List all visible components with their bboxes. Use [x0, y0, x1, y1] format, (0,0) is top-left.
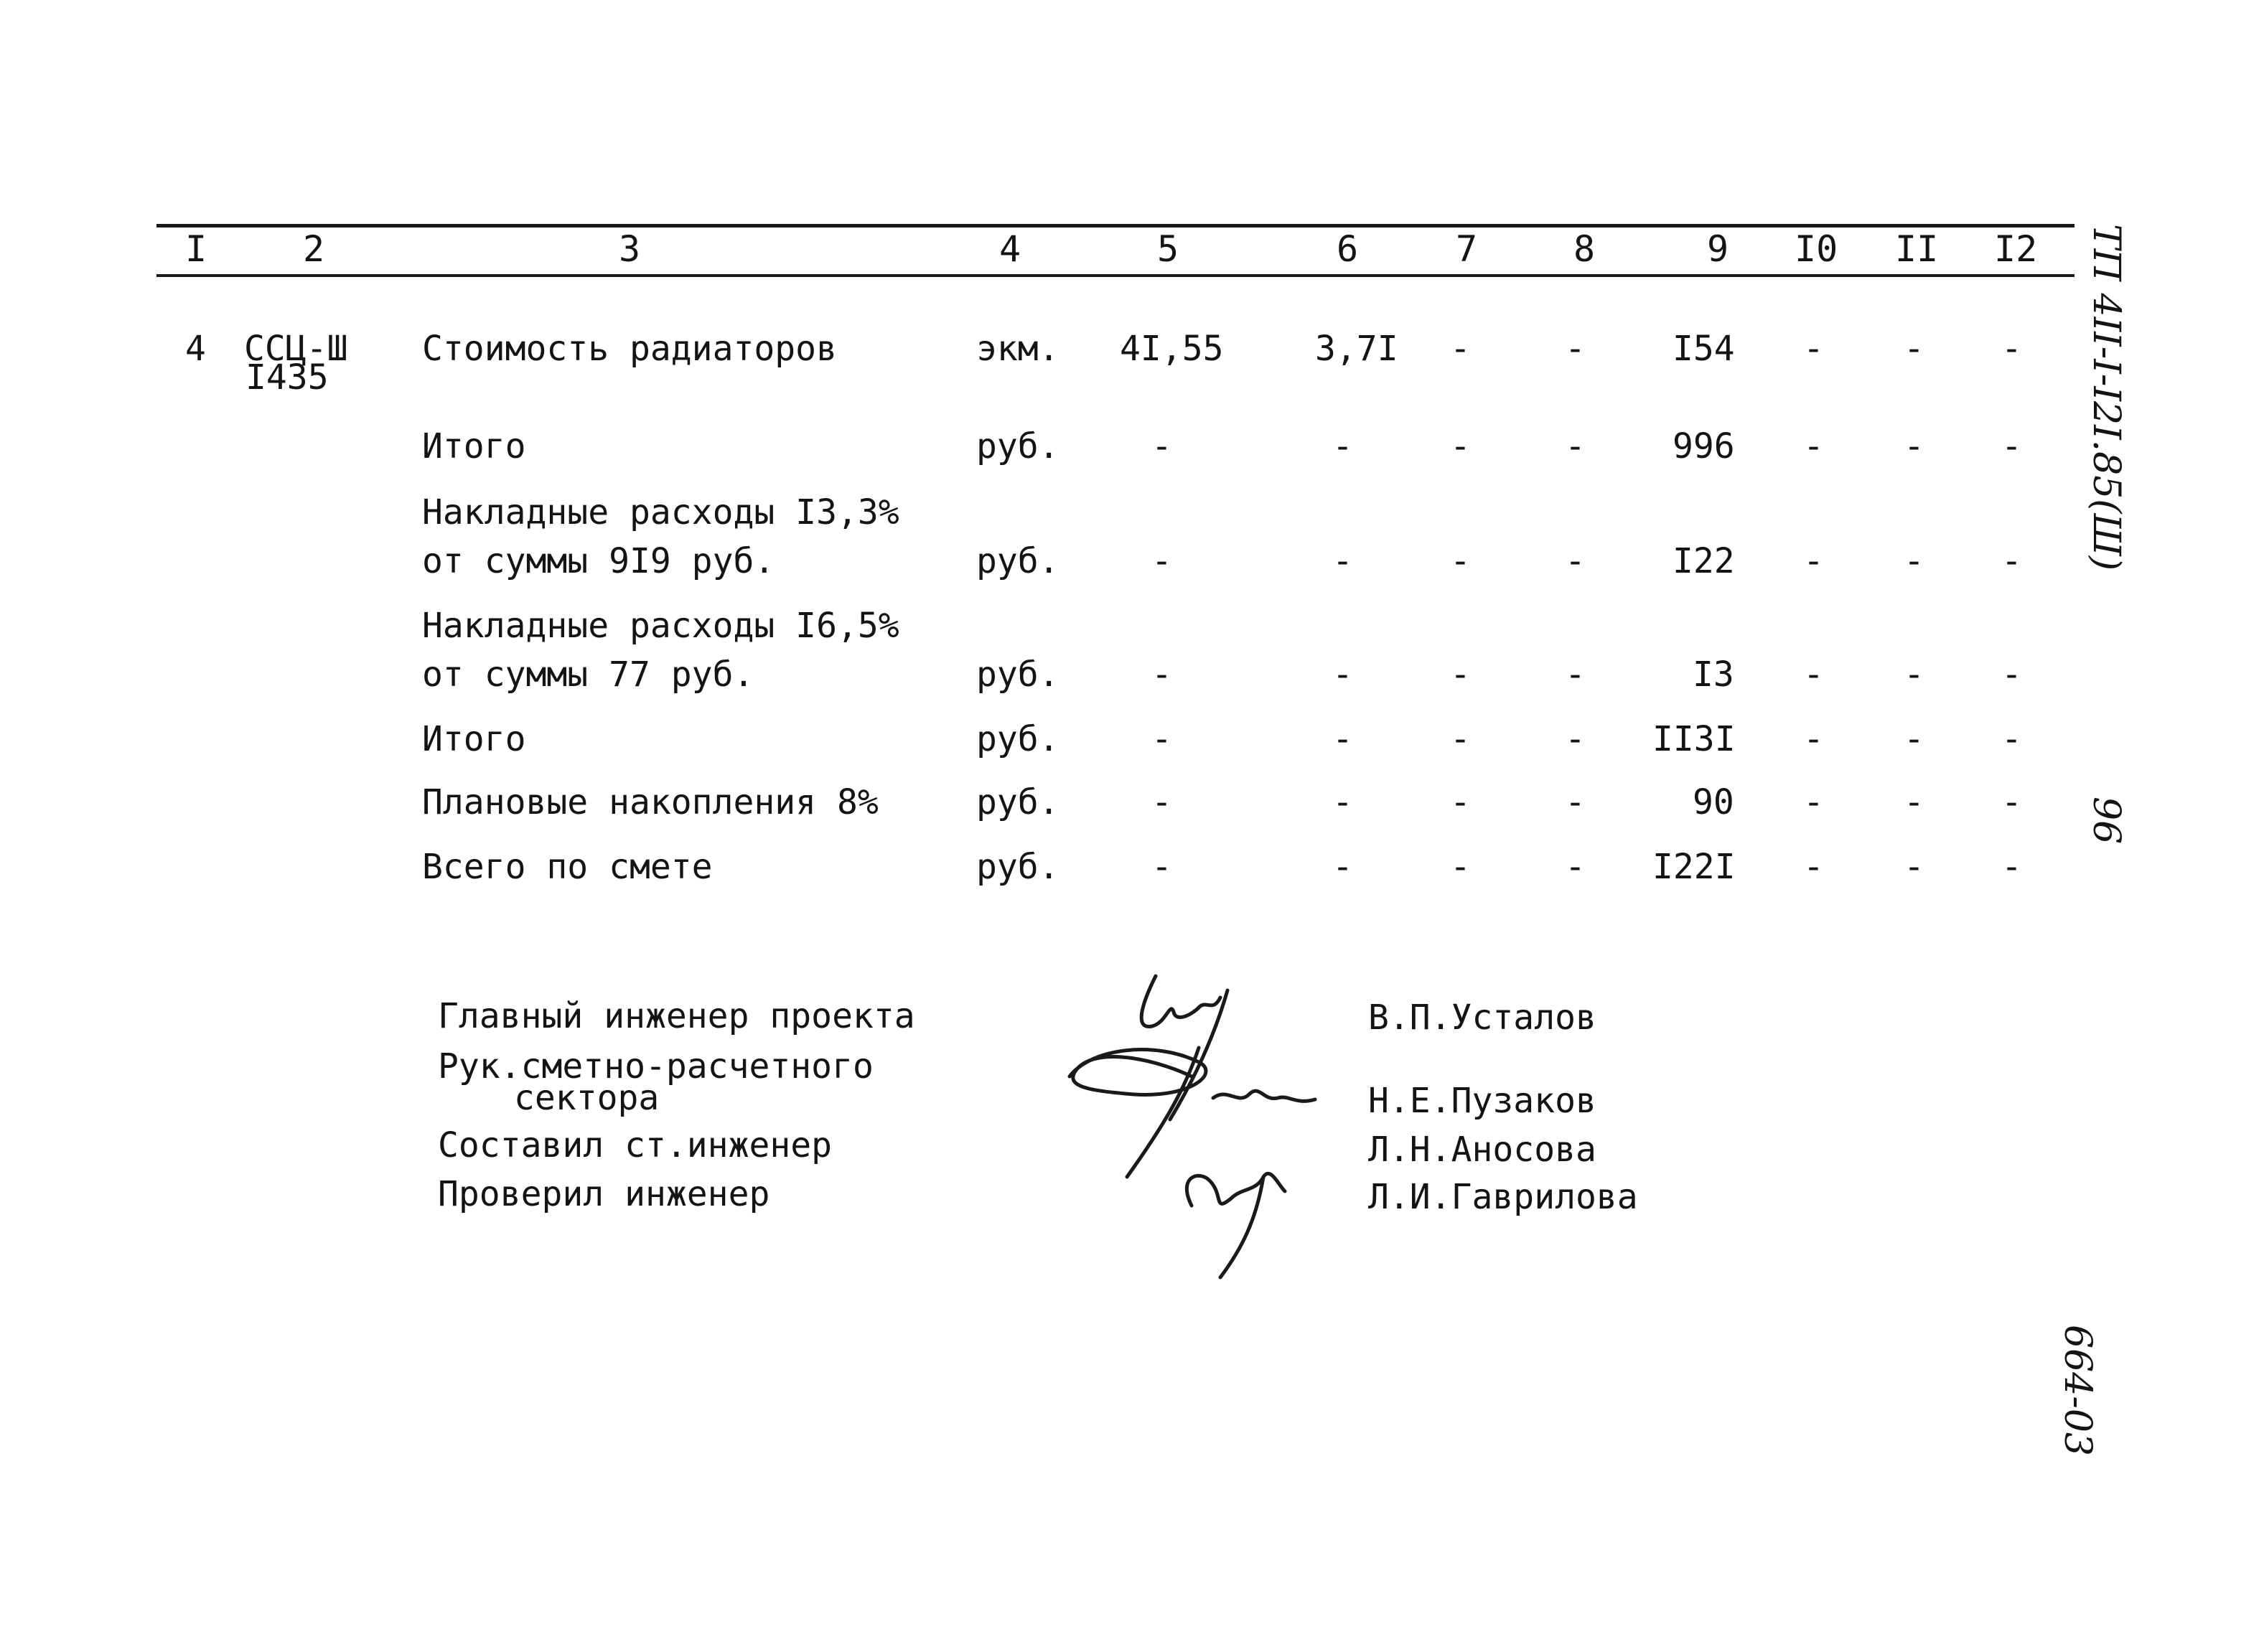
- header-col-1: I: [185, 228, 207, 270]
- row-2-col6: -: [1332, 426, 1353, 466]
- row-4-col7: -: [1450, 654, 1471, 695]
- row-2-col8: -: [1565, 426, 1586, 466]
- handwritten-signatures: [1048, 962, 1364, 1292]
- row-1-total: I54: [1673, 329, 1735, 369]
- row-3-total: I22: [1673, 541, 1735, 581]
- row-6-total: 90: [1693, 782, 1734, 822]
- signature-2-name: Н.Е.Пузаков: [1368, 1081, 1596, 1121]
- header-col-6: 6: [1337, 228, 1359, 270]
- row-6-col5: -: [1151, 782, 1172, 822]
- row-5-col10: -: [1803, 719, 1824, 759]
- signature-4-name: Л.И.Гаврилова: [1368, 1177, 1638, 1217]
- archive-number: 664-03: [2056, 1325, 2099, 1456]
- row-2-description: Итого: [422, 426, 526, 466]
- row-7-col7: -: [1450, 847, 1471, 887]
- signature-stroke-2: [1070, 1050, 1206, 1095]
- row-6-col12: -: [2001, 782, 2022, 822]
- signature-2-title-line-1: Рук.сметно-расчетного: [438, 1046, 874, 1087]
- row-5-col6: -: [1332, 719, 1353, 759]
- row-1-unit: экм.: [976, 329, 1060, 369]
- row-2-col7: -: [1450, 426, 1471, 466]
- row-1-col8: -: [1565, 329, 1586, 369]
- row-3-col6: -: [1332, 541, 1353, 581]
- row-3-col11: -: [1904, 541, 1924, 581]
- header-col-11: II: [1895, 228, 1939, 270]
- row-3-description-line-2: от суммы 9I9 руб.: [422, 541, 775, 581]
- row-6-description: Плановые накопления 8%: [422, 782, 879, 822]
- header-col-2: 2: [303, 228, 325, 270]
- signature-1-name: В.П.Усталов: [1368, 998, 1596, 1038]
- signature-stroke-3: [1127, 1048, 1199, 1177]
- row-3-col8: -: [1565, 541, 1586, 581]
- row-5-col11: -: [1904, 719, 1924, 759]
- row-4-total: I3: [1693, 654, 1734, 695]
- signature-1-title: Главный инженер проекта: [438, 996, 915, 1036]
- row-2-col11: -: [1904, 426, 1924, 466]
- row-7-unit: руб.: [976, 847, 1060, 887]
- row-5-description: Итого: [422, 719, 526, 759]
- row-7-description: Всего по смете: [422, 847, 713, 887]
- header-col-7: 7: [1456, 228, 1478, 270]
- row-3-col7: -: [1450, 541, 1471, 581]
- signature-4-title: Проверил инженер: [438, 1174, 770, 1214]
- row-4-col12: -: [2001, 654, 2022, 695]
- row-5-col7: -: [1450, 719, 1471, 759]
- row-1-code-line-1: ССЦ-Ш: [244, 329, 348, 369]
- row-4-col11: -: [1904, 654, 1924, 695]
- row-3-description-line-1: Накладные расходы I3,3%: [422, 492, 899, 532]
- row-5-unit: руб.: [976, 719, 1060, 759]
- row-6-unit: руб.: [976, 782, 1060, 822]
- signature-stroke-5: [1213, 1091, 1315, 1101]
- header-col-12: I2: [1994, 228, 2038, 270]
- header-bottom-rule: [156, 274, 2074, 277]
- row-2-unit: руб.: [976, 426, 1060, 466]
- row-2-col12: -: [2001, 426, 2022, 466]
- header-top-rule: [156, 224, 2074, 227]
- row-3-col5: -: [1151, 541, 1172, 581]
- header-col-3: 3: [619, 228, 641, 270]
- row-5-col8: -: [1565, 719, 1586, 759]
- row-1-col10: -: [1803, 329, 1824, 369]
- row-1-position: 4: [185, 329, 206, 369]
- row-6-col6: -: [1332, 782, 1353, 822]
- header-col-9: 9: [1707, 228, 1729, 270]
- row-4-description-line-2: от суммы 77 руб.: [422, 654, 754, 695]
- signature-stroke-6: [1187, 1173, 1285, 1206]
- row-1-col5: 4I,55: [1120, 329, 1224, 369]
- row-2-total: 996: [1673, 426, 1735, 466]
- row-6-col10: -: [1803, 782, 1824, 822]
- row-1-col7: -: [1450, 329, 1471, 369]
- row-2-col5: -: [1151, 426, 1172, 466]
- row-6-col8: -: [1565, 782, 1586, 822]
- signature-3-name: Л.Н.Аносова: [1368, 1130, 1596, 1170]
- signature-stroke-1: [1141, 976, 1220, 1026]
- signature-2-title-line-2: сектора: [514, 1078, 660, 1118]
- row-4-description-line-1: Накладные расходы I6,5%: [422, 606, 899, 646]
- row-5-total: II3I: [1652, 719, 1736, 759]
- row-1-col6: 3,7I: [1315, 329, 1398, 369]
- header-col-8: 8: [1573, 228, 1596, 270]
- row-1-col11: -: [1904, 329, 1924, 369]
- row-7-col10: -: [1803, 847, 1824, 887]
- row-7-col11: -: [1904, 847, 1924, 887]
- row-1-col12: -: [2001, 329, 2022, 369]
- row-4-col8: -: [1565, 654, 1586, 695]
- row-4-col5: -: [1151, 654, 1172, 695]
- row-2-col10: -: [1803, 426, 1824, 466]
- row-7-col5: -: [1151, 847, 1172, 887]
- row-3-col10: -: [1803, 541, 1824, 581]
- row-1-code-line-2: I435: [245, 357, 329, 398]
- header-col-5: 5: [1157, 228, 1179, 270]
- header-col-4: 4: [999, 228, 1021, 270]
- row-7-col8: -: [1565, 847, 1586, 887]
- row-3-unit: руб.: [976, 541, 1060, 581]
- row-3-col12: -: [2001, 541, 2022, 581]
- row-7-total: I22I: [1652, 847, 1736, 887]
- row-4-col6: -: [1332, 654, 1353, 695]
- page-number: 96: [2085, 797, 2128, 845]
- row-6-col11: -: [1904, 782, 1924, 822]
- document-code: ТП 4II-I-I2I.85(Ш): [2085, 224, 2128, 571]
- row-4-unit: руб.: [976, 654, 1060, 695]
- row-5-col12: -: [2001, 719, 2022, 759]
- signature-3-title: Составил ст.инженер: [438, 1125, 833, 1165]
- row-1-description: Стоимость радиаторов: [422, 329, 837, 369]
- row-7-col6: -: [1332, 847, 1353, 887]
- row-7-col12: -: [2001, 847, 2022, 887]
- row-4-col10: -: [1803, 654, 1824, 695]
- row-6-col7: -: [1450, 782, 1471, 822]
- row-5-col5: -: [1151, 719, 1172, 759]
- header-col-10: I0: [1795, 228, 1838, 270]
